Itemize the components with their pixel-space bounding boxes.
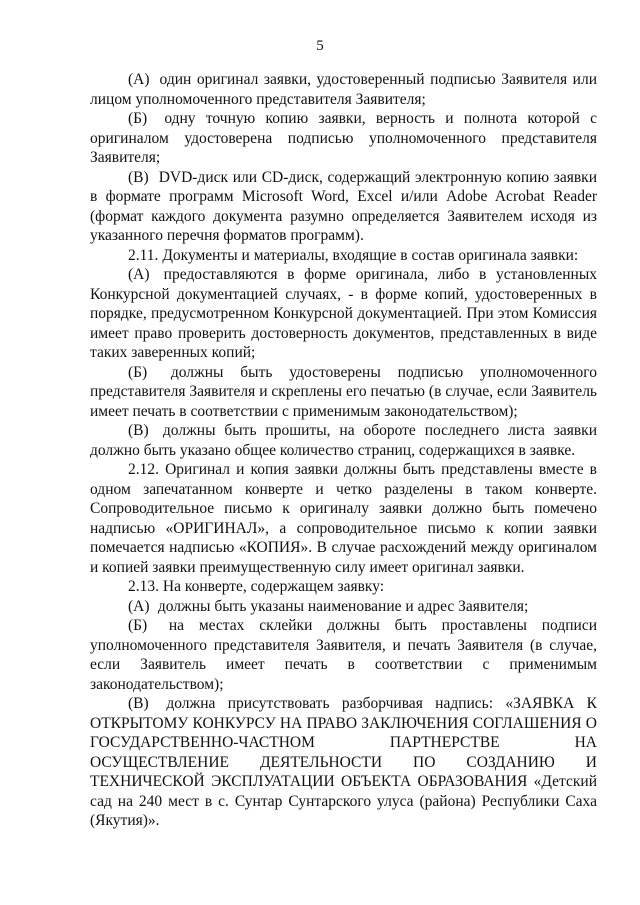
section-text: Документы и материалы, входящие в состав оригинала заявки: — [162, 246, 579, 264]
document-body — [90, 70, 597, 831]
section-text: На конверте, содержащем заявку: — [162, 578, 385, 595]
page-number: 5 — [316, 38, 324, 54]
item-text: DVD-диск или CD-диск, содержащий электронную копию заявки в формате программ Microsoft Word, Excel и/или Adobe Acrobat Reader (формат каждого документа разумно определяется Заявителем исходя из указанного перечня форматов программ). — [90, 168, 598, 244]
item-text: предоставляются в форме оригинала, либо в установленных Конкурсной документацией случаях, - в форме копий, удостоверенных в порядке, предусмотренном Конкурсной документацией. При этом Комиссия имеет право проверить достоверность документов, представленных в виде таких заверенных копий; — [90, 266, 598, 361]
item-2-13-a — [90, 597, 597, 617]
item-text: должны быть указаны наименование и адрес Заявителя; — [157, 597, 529, 615]
section-2-12 — [90, 460, 597, 577]
section-text: Оригинал и копия заявки должны быть представлены вместе в одном запечатанном конверте и четко разделены в таком конверте. Сопроводительное письмо к оригиналу заявки должно быть помечено надписью «ОРИГИНАЛ», а сопроводительное письмо к копии заявки помечается надписью «КОПИЯ». В случае расхождений между оригиналом и копией заявки преимущественную силу имеет оригинал заявки. — [90, 461, 597, 576]
item-label: (В) — [128, 695, 149, 712]
item-text: должны быть удостоверены подписью уполномоченного представителя Заявителя и скреплены его печатью (в случае, если Заявитель имеет печать в соответствии с применимым законодательством); — [90, 363, 597, 420]
section-label: 2.11. — [128, 246, 159, 264]
item-label: (В) — [128, 422, 149, 439]
item-label: (А) — [128, 597, 150, 615]
item-text: должны быть прошиты, на обороте последнего листа заявки должно быть указано общее количество страниц, содержащихся в заявке. — [90, 422, 598, 459]
item-2-11-b — [90, 363, 597, 422]
item-2-10-b — [90, 109, 597, 168]
item-2-11-a — [90, 265, 597, 363]
item-label: (Б) — [128, 617, 148, 634]
item-text: на местах склейки должны быть проставлены подписи уполномоченного представителя Заявителя, и печать Заявителя (в случае, если Заявитель имеет печать в соответствии с применимым законодательством); — [90, 617, 598, 693]
item-2-10-c — [90, 168, 597, 246]
item-text: должна присутствовать разборчивая надпись: «ЗАЯВКА К ОТКРЫТОМУ КОНКУРСУ НА ПРАВО ЗАКЛЮЧЕНИЯ СОГЛАШЕНИЯ О ГОСУДАРСТВЕННО-ЧАСТНОМ ПАРТНЕРСТВЕ НА ОСУЩЕСТВЛЕНИЕ ДЕЯТЕЛЬНОСТИ ПО СОЗДАНИЮ И ТЕХНИЧЕСКОЙ ЭКСПЛУАТАЦИИ ОБЪЕКТА ОБРАЗОВАНИЯ «Детский сад на 240 мест в с. Сунтар Сунтарского улуса (района) Республики Саха (Якутия)». — [90, 695, 597, 829]
item-label: (А) — [128, 71, 150, 88]
item-label: (В) — [128, 168, 149, 186]
section-2-13 — [90, 577, 597, 597]
section-2-11 — [90, 246, 597, 266]
item-label: (Б) — [128, 363, 148, 381]
section-label: 2.13. — [128, 578, 159, 595]
item-text: одну точную копию заявки, верность и полнота которой с оригиналом удостоверена подписью уполномоченного представителя Заявителя; — [90, 110, 598, 166]
section-label: 2.12. — [128, 461, 159, 478]
item-text: один оригинал заявки, удостоверенный подписью Заявителя или лицом уполномоченного представителя Заявителя; — [90, 71, 597, 108]
item-label: (Б) — [128, 110, 148, 127]
item-2-13-b — [90, 616, 597, 694]
item-2-11-c — [90, 421, 597, 460]
item-2-13-c — [90, 694, 597, 831]
item-label: (А) — [128, 266, 150, 283]
item-2-10-a — [90, 70, 597, 109]
